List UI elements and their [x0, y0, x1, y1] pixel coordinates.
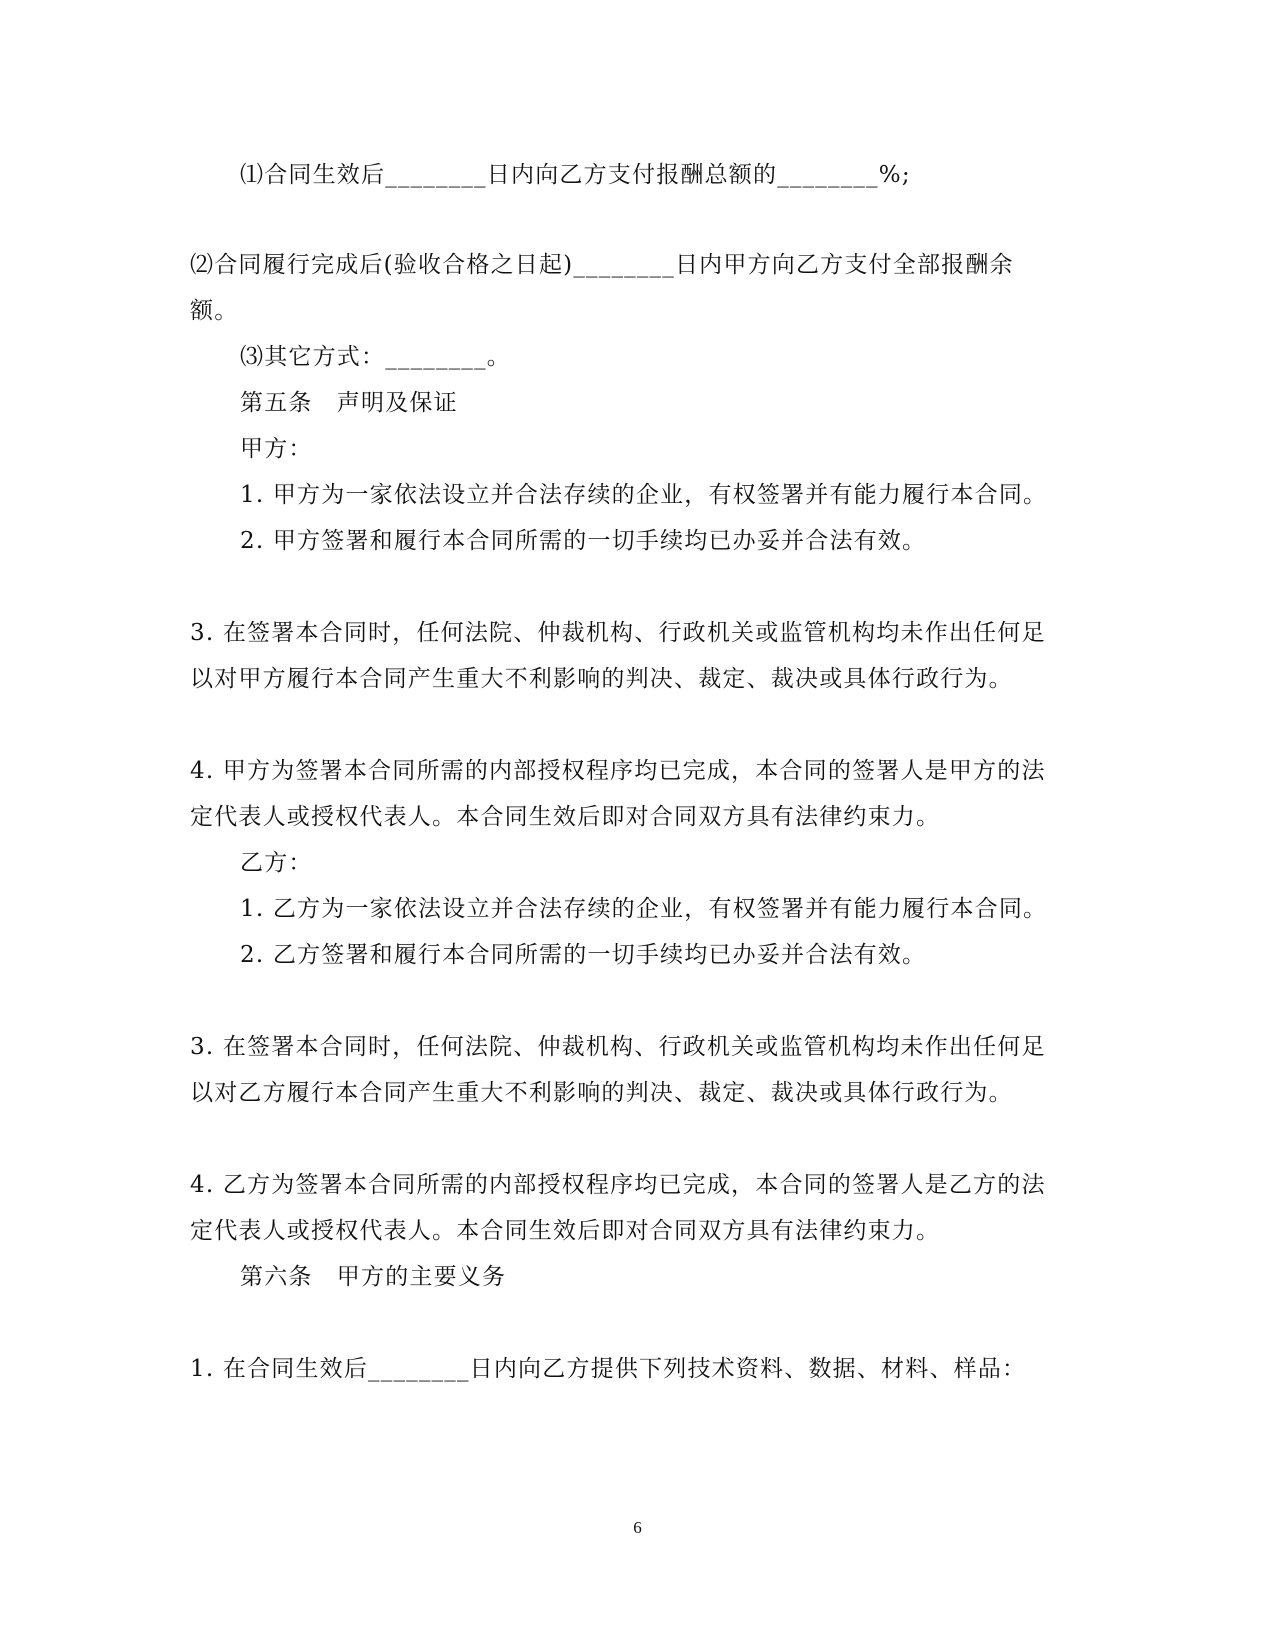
party-b-item-4-continued: 定代表人或授权代表人。本合同生效后即对合同双方具有法律约束力。: [190, 1218, 941, 1244]
payment-clause-2: ⑵合同履行完成后(验收合格之日起)________日内甲方向乙方支付全部报酬余: [190, 252, 1014, 278]
party-b-item-3-continued: 以对乙方履行本合同产生重大不利影响的判决、裁定、裁决或具体行政行为。: [190, 1080, 1013, 1106]
party-a-item-1: 1. 甲方为一家依法设立并合法存续的企业，有权签署并有能力履行本合同。: [240, 482, 1048, 508]
party-b-item-2: 2. 乙方签署和履行本合同所需的一切手续均已办妥并合法有效。: [240, 942, 927, 968]
payment-clause-3: ⑶其它方式：________。: [240, 344, 511, 370]
article-six-item-1: 1. 在合同生效后________日内向乙方提供下列技术资料、数据、材料、样品：: [190, 1356, 1027, 1382]
party-a-item-3-continued: 以对甲方履行本合同产生重大不利影响的判决、裁定、裁决或具体行政行为。: [190, 666, 1013, 692]
party-a-item-4-continued: 定代表人或授权代表人。本合同生效后即对合同双方具有法律约束力。: [190, 804, 941, 830]
payment-clause-1: ⑴合同生效后________日内向乙方支付报酬总额的________%;: [240, 162, 911, 188]
article-five-heading: 第五条 声明及保证: [240, 390, 458, 416]
party-b-item-3: 3. 在签署本合同时，任何法院、仲裁机构、行政机关或监管机构均未作出任何足: [190, 1034, 1046, 1060]
party-b-item-1: 1. 乙方为一家依法设立并合法存续的企业，有权签署并有能力履行本合同。: [240, 896, 1048, 922]
page-number: 6: [633, 1518, 642, 1537]
article-six-heading: 第六条 甲方的主要义务: [240, 1264, 507, 1290]
party-a-item-2: 2. 甲方签署和履行本合同所需的一切手续均已办妥并合法有效。: [240, 528, 927, 554]
party-a-heading: 甲方：: [240, 436, 313, 462]
party-b-heading: 乙方：: [240, 850, 313, 876]
party-a-item-3: 3. 在签署本合同时，任何法院、仲裁机构、行政机关或监管机构均未作出任何足: [190, 620, 1046, 646]
party-a-item-4: 4. 甲方为签署本合同所需的内部授权程序均已完成，本合同的签署人是甲方的法: [190, 758, 1046, 784]
party-b-item-4: 4. 乙方为签署本合同所需的内部授权程序均已完成，本合同的签署人是乙方的法: [190, 1172, 1046, 1198]
payment-clause-2-continued: 额。: [190, 298, 239, 324]
